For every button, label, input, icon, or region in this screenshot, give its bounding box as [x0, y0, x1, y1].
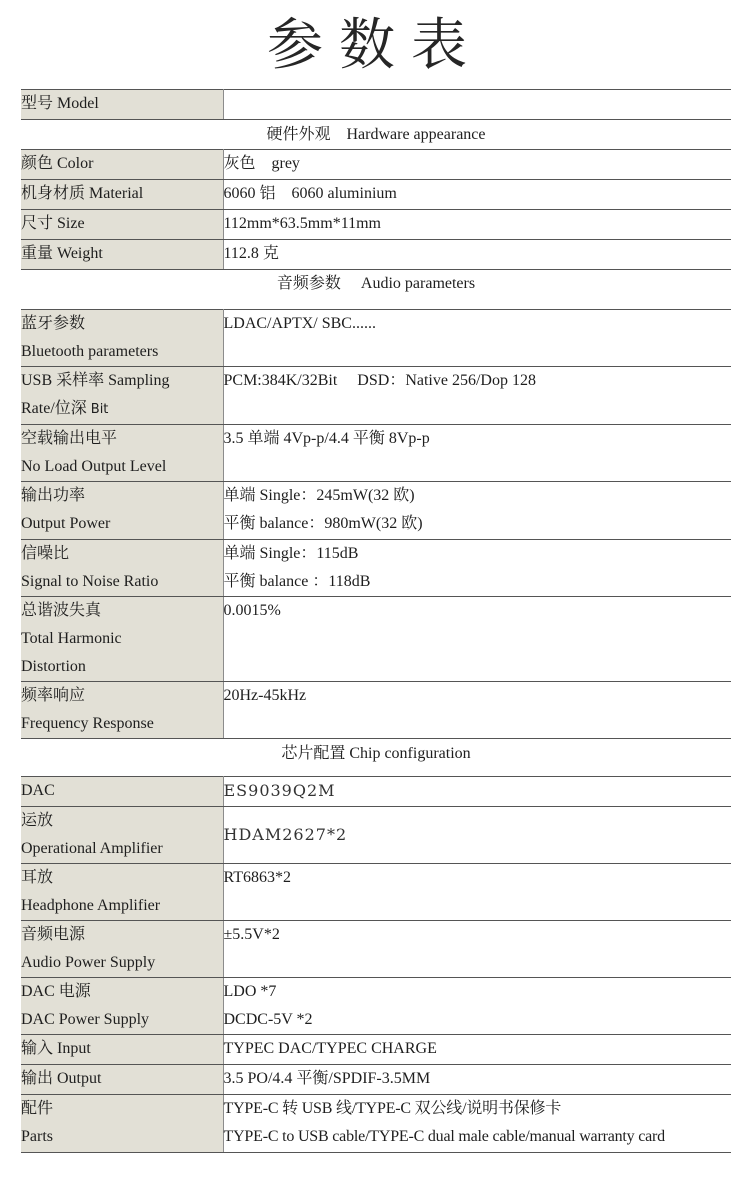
row-value: 3.5 单端 4Vp-p/4.4 平衡 8Vp-p — [223, 425, 731, 482]
row-value: RT6863*2 — [223, 864, 731, 921]
label-en: Frequency Response — [21, 715, 154, 732]
label-cn: 频率响应 — [21, 687, 86, 704]
row-label: 输入 Input — [21, 1035, 223, 1065]
label-cn: 音频电源 — [21, 926, 86, 943]
section-header-hardware — [21, 120, 731, 150]
label-cn: 空载输出电平 — [21, 430, 118, 447]
table-row-size — [21, 210, 731, 240]
value-line-2: 平衡 balance：980mW(32 欧) — [223, 515, 423, 532]
row-label: DAC — [21, 777, 223, 807]
label-cn: 蓝牙参数 — [21, 315, 86, 332]
label-en: Signal to Noise Ratio — [21, 573, 159, 590]
label-en: Output Power — [21, 515, 111, 532]
label-cn: 配件 — [21, 1100, 54, 1117]
value-line-1: 单端 Single：115dB — [223, 545, 359, 562]
row-value — [223, 978, 731, 1035]
label-cn: 信噪比 — [21, 545, 70, 562]
row-label — [21, 310, 223, 367]
row-value: 3.5 PO/4.4 平衡/SPDIF-3.5MM — [223, 1065, 731, 1095]
label-line-1: USB 采样率 Sampling — [21, 372, 170, 389]
value-line-1: 单端 Single：245mW(32 欧) — [223, 487, 415, 504]
row-value — [223, 482, 731, 540]
spec-table — [21, 89, 731, 1153]
label-en-2: Distortion — [21, 658, 86, 675]
label-cn: 耳放 — [21, 869, 54, 886]
table-row-dac — [21, 777, 731, 807]
row-label — [21, 367, 223, 425]
row-value — [223, 90, 731, 120]
table-row-output — [21, 1065, 731, 1095]
row-label: 颜色 Color — [21, 150, 223, 180]
row-value: PCM:384K/32Bit DSD：Native 256/Dop 128 — [223, 367, 731, 425]
table-row-parts — [21, 1095, 731, 1153]
row-label — [21, 597, 223, 682]
label-bit: Bit — [90, 402, 109, 417]
row-label — [21, 921, 223, 978]
row-label: 型号 Model — [21, 90, 223, 120]
row-value: 112.8 克 — [223, 240, 731, 270]
label-en: DAC Power Supply — [21, 1011, 150, 1028]
row-label: 机身材质 Material — [21, 180, 223, 210]
row-label — [21, 482, 223, 540]
table-row-input — [21, 1035, 731, 1065]
label-cn: 输出功率 — [21, 487, 86, 504]
table-row-no-load-output — [21, 425, 731, 482]
page-title: 参数表 — [267, 13, 483, 78]
row-label: 尺寸 Size — [21, 210, 223, 240]
row-label — [21, 540, 223, 597]
label-en: Audio Power Supply — [21, 954, 156, 971]
row-label — [21, 978, 223, 1035]
label-en-1: Total Harmonic — [21, 630, 122, 647]
label-cn: 运放 — [21, 812, 54, 829]
table-row-audio-power — [21, 921, 731, 978]
table-row-frequency-response — [21, 682, 731, 739]
label-en: Bluetooth parameters — [21, 343, 159, 360]
section-header-audio — [21, 270, 731, 310]
row-label — [21, 682, 223, 739]
section-header-chip — [21, 739, 731, 777]
row-label — [21, 1095, 223, 1153]
row-value — [223, 1095, 731, 1153]
table-row-dac-power — [21, 978, 731, 1035]
table-row-bluetooth — [21, 310, 731, 367]
row-value: 灰色 grey — [223, 150, 731, 180]
row-label: 重量 Weight — [21, 240, 223, 270]
value-line-1: TYPE-C 转 USB 线/TYPE-C 双公线/说明书保修卡 — [223, 1100, 562, 1117]
table-row-opamp — [21, 807, 731, 864]
table-row-output-power — [21, 482, 731, 540]
table-row-color — [21, 150, 731, 180]
row-value — [223, 540, 731, 597]
row-value: 112mm*63.5mm*11mm — [223, 210, 731, 240]
row-label: 输出 Output — [21, 1065, 223, 1095]
label-en: No Load Output Level — [21, 458, 167, 475]
table-row-headphone-amp — [21, 864, 731, 921]
row-value: 20Hz-45kHz — [223, 682, 731, 739]
row-value: 6060 铝 6060 aluminium — [223, 180, 731, 210]
table-row-weight — [21, 240, 731, 270]
value-line-2: DCDC-5V *2 — [223, 1011, 313, 1028]
label-line-2: Rate/位深 Bit — [21, 400, 109, 417]
label-en: Operational Amplifier — [21, 840, 163, 857]
section-title: 硬件外观 Hardware appearance — [266, 125, 486, 143]
row-value: HDAM2627*2 — [223, 807, 731, 864]
section-title: 音频参数 Audio parameters — [276, 275, 476, 292]
value-line-2: 平衡 balance ：118dB — [223, 573, 371, 590]
section-title: 芯片配置 Chip configuration — [281, 745, 471, 762]
table-row-usb-sampling — [21, 367, 731, 425]
row-value: TYPEC DAC/TYPEC CHARGE — [223, 1035, 731, 1065]
row-label — [21, 864, 223, 921]
label-en: Parts — [21, 1128, 53, 1145]
value-line-2: TYPE-C to USB cable/TYPE-C dual male cable/manual warranty card — [223, 1128, 665, 1145]
row-value: LDAC/APTX/ SBC...... — [223, 310, 731, 367]
table-row-material — [21, 180, 731, 210]
row-value: 0.0015% — [223, 597, 731, 682]
row-value: ES9039Q2M — [223, 777, 731, 807]
table-row-model — [21, 90, 731, 120]
label-cn: 总谐波失真 — [21, 602, 102, 619]
row-value: ±5.5V*2 — [223, 921, 731, 978]
row-label — [21, 807, 223, 864]
table-row-thd — [21, 597, 731, 682]
label-cn: DAC 电源 — [21, 983, 91, 1000]
label-en: Headphone Amplifier — [21, 897, 161, 914]
row-label — [21, 425, 223, 482]
value-line-1: LDO *7 — [223, 983, 277, 1000]
table-row-snr — [21, 540, 731, 597]
